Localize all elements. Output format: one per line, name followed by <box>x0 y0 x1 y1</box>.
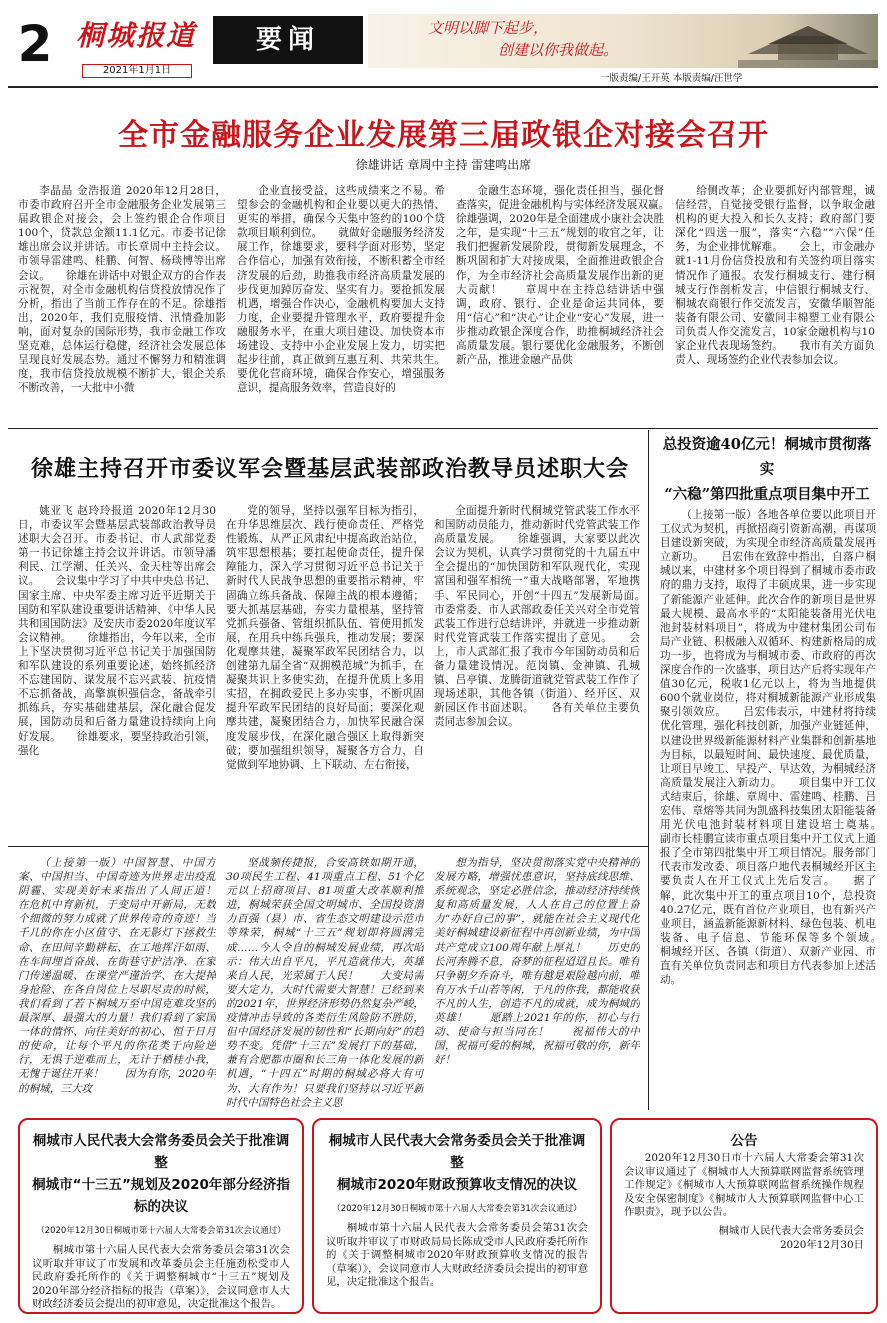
article2-bottom-rule <box>8 846 648 847</box>
article1-column-4: 给侧改革；企业要抓好内部管理，诚信经营，自觉接受银行监督，以争取金融机构的更大投入和长久支持；政府部门要深化“四送一服”，落实“六稳”“六保”任务，为企业排忧解难。 会上，市金融办就1-11月份信贷投放和有关签约项目落实情况作了通报。农发行桐城支行、建行桐城支行作剖析发言，中信银行桐城支行、桐城农商银行作交流发言，安徽华顺智能装备有限公司、安徽同丰棉塑工业有限公司负责人作交流发言，10家金融机构与10家企业代表现场签约。 我市有关方面负责人、现场签约企业代表参加会议。 <box>675 185 875 367</box>
slogan-line-2: 创建以你我做起。 <box>498 41 619 59</box>
article1-column-3: 金融生态环境，强化责任担当，强化督查落实，促进金融机构与实体经济发展双赢。 徐雄强调，2020年是全面建成小康社会决胜之年，是实现“十三五”规划的收官之年，让我们把握新发展阶段，贯彻新发展理念，不断巩固和扩大对接成果，全面推进政银企合作，为全市经济社会高质量发展作出新的更大贡献！ 章周中在主持总结讲话中强调，政府、银行、企业是命运共同体，要用“信心”和“决心”让企业“安心”发展，进一步推动政银企深度合作，助推桐城经济社会高质量发展。银行要优化金融服务，不断创新产品，推进金融产品供 <box>456 185 664 367</box>
article1-column-2: 企业直接受益，这些成绩来之不易。希望参会的金融机构和企业要以更大的热情、更实的举措，确保今天集中签约的100个贷款项目顺利到位。 就做好金融服务经济发展工作，徐雄要求，要科学面对形势，坚定合作信心，加强有效衔接，不断积蓄全市经济发展的后劲，助推我市经济高质量发展的步伐更加踔厉奋发、坚实有力。要抢抓发展机遇，增强合作决心，金融机构要加大支持力度，企业要提升管理水平，政府要提升金融服务水平，在重大项目建设、加快资本市场建设、支持中小企业发展上发力，切实把起步往前，真正做到互惠互利、共荣共生。要优化营商环境，确保合作安心，增强服务意识，提高服务效率，营造良好的 <box>237 185 445 395</box>
right-column-divider <box>648 430 649 1110</box>
article2-headline: 徐雄主持召开市委议军会暨基层武装部政治教导员述职大会 <box>30 456 629 482</box>
notice-c-title: 公告 <box>730 1133 758 1149</box>
notice-c-body: 2020年12月30日市十六届人大常委会第31次会议审议通过了《桐城市人大预算联网监督系统管理工作规定》《桐城市人大预算联网监督系统操作规程及安全保密制度》《桐城市人大预算联网监督中心工作职责》，现予以公告。 <box>624 1152 864 1219</box>
paper-name-logo: 桐城报道 <box>76 19 197 52</box>
article3-headline-line-1: 总投资逾40亿元！桐城市贯彻落实 <box>662 436 872 478</box>
page-number: 2 <box>17 15 53 73</box>
notice-c-date: 2020年12月30日 <box>779 1238 864 1251</box>
notice-b-title-line-2: 桐城市2020年财政预算收支情况的决议 <box>336 1177 578 1193</box>
notice-b-title-line-1: 桐城市人民代表大会常务委员会关于批准调整 <box>328 1133 586 1171</box>
notice-b-body: 桐城市第十六届人民代表大会常务委员会第31次会议听取并审议了市财政局局长陈成受市人民政府委托所作的《关于调整桐城市2020年财政预算收支情况的报告（草案）》，会议同意市人大财政经济委员会提出的初审意见，决定批准这个报告。 <box>326 1222 588 1289</box>
notice-a-body: 桐城市第十六届人民代表大会常务委员会第31次会议听取并审议了市发展和改革委员会主任施劲松受市人民政府委托所作的《关于调整桐城市“十三五”规划及2020年部分经济指标的报告（草案）》，会议同意市人大财政经济委员会提出的初审意见，决定批准这个报告。 <box>32 1244 290 1311</box>
article2-column-3: 全面提升新时代桐城党管武装工作水平和国防动员能力，推动新时代党管武装工作高质量发展。 徐雄强调，大家要以此次会议为契机，认真学习贯彻党的十九届五中全会提出的“加快国防和军队现代化，实现富国和强军相统一”重大战略部署，军地携手、军民同心，开创“十四五”发展新局面。 市委常委、市人武部政委任关兴对全市党管武装工作进行总结讲评，并就进一步推动新时代党管武装工作落实提出了意见。 会上，市人武部汇报了我市今年国防动员和后备力量建设情况。范岗镇、金神镇、孔城镇、吕亭镇、龙腾街道就党管武装工作作了现场述职，其他各镇（街道）、经开区、双新园区作书面述职。 各有关单位主要负责同志参加会议。 <box>434 505 640 729</box>
article3-headline <box>656 432 878 507</box>
notice-a-title-line-1: 桐城市人民代表大会常务委员会关于批准调整 <box>32 1133 290 1171</box>
issue-date: 2021年1月1日 <box>82 64 192 78</box>
slogan-banner <box>368 14 878 68</box>
masthead-rule <box>8 86 878 88</box>
article1-column-1: 李晶晶 金浩报道 2020年12月28日，市委市政府召开全市金融服务企业发展第三届政银企对接会，会上签约银企合作项目100个，贷款总金额11.1亿元。市委书记徐雄出席会议并讲话。市长章周中主持会议。市领导雷建鸣、桂鹏、何智、杨琰博等出席会议。 徐雄在讲话中对银企双方的合作表示祝贺，对全市金融机构信贷投放情况作了分析，指出了当前工作存在的不足。徐雄指出，2020年，我们克服疫情、汛情叠加影响，面对复杂的国际形势，我市金融工作攻坚克难，总体运行稳健，经济社会发展总体呈现良好发展态势。通过不懈努力和精准调度，我市信贷投放规模不断扩大，银企关系不断改善，一大批中小微 <box>18 185 226 395</box>
article4-column-2: 坚战频传捷报，合安高铁如期开通，30项民生工程、41项重点工程、51个亿元以上招商项目、81项重大改革顺利推进，桐城荣获全国文明城市、全国投资潜力百强（县）市、省生态文明建设示范市等殊荣，桐城“十三五”规划即将圆满完成……今人令自的桐城发展业绩，再次昭示：伟大出自平凡，平凡造就伟大，英雄来自人民，光荣属于人民！ 大变局需要大定力，大时代需要大智慧！已经到来的2021年，世界经济形势仍然复杂严峻，疫情冲击导致的各类衍生风险防不胜防，但中国经济发展的韧性和“长期向好”的趋势不变。凭借“十三五”发展打下的基础，兼有合肥都市圈和长三角一体化发展的新机遇，“十四五”时期的桐城必将大有可为、大有作为！只要我们坚持以习近平新时代中国特色社会主义思 <box>226 857 424 1109</box>
notice-budget-resolution <box>312 1118 602 1314</box>
article2-column-1: 姚亚飞 赵玲玲报道 2020年12月30日，市委议军会暨基层武装部政治教导员述职大会召开。市委书记、市人武部党委第一书记徐雄主持会议并讲话。市领导潘利民、江学潮、任关兴、金天柱等出席会议。 会议集中学习了中共中央总书记、国家主席、中央军委主席习近平近期关于国防和军队建设重要讲话精神、《中华人民共和国国防法》及安庆市委2020年度议军会议精神。 徐雄指出，今年以来，全市上下坚决贯彻习近平总书记关于加强国防和军队建设的系列重要论述，始终抓经济不忘建国防、谋发展不忘兴武装、抗疫情不忘抓备战，高擎旗帜强信念，备战牵引抓练兵，夯实基础建基层，深化融合促发展，国防动员和后备力量建设持续向上向好发展。 徐雄要求，要坚持政治引领，强化 <box>18 505 216 757</box>
notice-announcement <box>610 1118 878 1314</box>
article1-bottom-rule <box>8 428 878 429</box>
article4-column-1: （上接第一版）中国智慧、中国方案、中国担当、中国奇迹为世界走出疫乱阴霾、实现美好未来指出了人间正道！ 在危机中育新机，于变局中开新局，无数个细微的努力成就了世界传奇的奇迹！当千几的你在小区值守、在无影灯下拯救生命、在田间辛勤耕耘、在工地挥汗如雨、在车间埋首奋战、在街巷守护洁净、在家门传递温暖、在课堂严谨治学、在大提掉身抢险、在各自岗位上尽职尽责的时候，我们看到了若下桐城万至中国克难攻坚的最深厚、最强大的力量！我们看到了家国一体的情怀、向往美好的初心、恒于日月的使命，让每个平凡的你花类于向险逆行，无惧于逆难而上，无计于栖桂小我，无愧于诞往开来！ 因为有你，2020年的桐城，三大攻 <box>18 857 216 1095</box>
notice-b-subtitle: （2020年12月30日桐城市第十六届人大常委会第31次会议通过） <box>332 1204 582 1214</box>
article3-body: （上接第一版）各地各单位要以此项目开工仪式为契机，再掀招商引资新高潮，再谋项目建设新突破，为实现全市经济高质量发展再立新功。 吕宏伟在致辞中指出，自落户桐城以来，中建材多个项目得到了桐城市委市政府的鼎力支持，取得了丰硕成果，进一步实现了新能源产业延伸。此次合作的新项目是世界最大规模、最高水平的“太阳能装备用光伏电池封装材料项目”，将成为中建材集团公司布局产业链、积极融入双循环、构建新格局的成功一步，也将成为与桐城市委、市政府的再次深度合作的一次盛事，项目达产后将实现年产值30亿元，税收1亿元以上，将为当地提供600个就业岗位，将对桐城新能源产业形成集聚引领效应。 吕宏伟表示，中建材将持续优化管理，强化科技创新，加强产业链延伸，以建设世界级新能源材料产业集群和创新基地为目标，以最短时间、最快速度、最优质量，让项目早竣工、早投产、早达效，为桐城经济高质量发展注入新动力。 项目集中开工仪式结束后，徐雄、章周中、雷建鸣、桂鹏、吕宏伟、章熔等共同为凯盛科技集团太阳能装备用光伏电池封装材料项目建设培土奠基。 副市长桂鹏宣读市重点项目集中开工仪式上通报了全市第四批集中开工项目情况。服务部门代表市发改委、项目落户地代表桐城经开区主要负责人在开工仪式上先后发言。 据了解，此次集中开工的重点项目10个，总投资40.27亿元，既有首位产业项目，也有新兴产业项目，涵盖新能源新材料、绿色包装、机电装备、电子信息、节能环保等多个领域。 桐城经开区、各镇（街道）、双新产业园、市直有关单位负责同志和项目方代表参加上述活动。 <box>660 509 876 987</box>
editors-credit: 一版责编/王开英 本版责编/汪世学 <box>600 73 743 84</box>
article1-headline: 全市金融服务企业发展第三届政银企对接会召开 <box>118 118 769 153</box>
article3-headline-line-2: “六稳”第四批重点项目集中开工 <box>664 486 870 503</box>
article2-column-2: 党的领导，坚持以强军目标为指引，在升华思维层次、践行使命责任、严格党性锻炼、从严正风肃纪中提高政治站位，筑牢思想根基；要扛起使命责任，提升保障能力，深入学习贯彻习近平总书记关于新时代人民战争思想的重要指示精神，牢固确立练兵备战、保障主战的根本遵循；要大抓基层基础，夯实力量根基，坚持管党抓兵强备、管组织抓队伍、管使用抓发展，在用兵中练兵强兵，推动发展；要深化观摩共建，凝聚军政军民团结合力，以创建第九届全省“双拥模范城”为抓手，在凝聚共识上多使实劲，在提升优质上多用实招，在拥政爱民上多办实事，不断巩固提升军政军民团结的良好局面；要深化观摩共建，凝聚团结合力，加快军民融合深度发展步伐，在深化融合强区上取得新突破；要加强组织领导，凝聚各方合力，自觉做到军地协调、上下联动、左右衔接， <box>226 505 424 771</box>
article4-column-3: 想为指导，坚决贯彻落实党中央精神的发展方略，增强忧患意识，坚持底线思维、系统观念，坚定必胜信念，推动经济持续恢复和高质量发展，人人在自己的位置上奋力“办好自己的事”，就能在社会主义现代化美好桐城建设新征程中再创新业绩，为中国共产党成立100周年献上厚礼！ 历史的长河奔腾不息，奋梦的征程迢迢且长。唯有只争朝夕乔奋斗，唯有越是艰险越向前，唯有万水千山若等闲，于凡的你我，都能收获不凡的人生，创造不凡的成就，成为桐城的英雄！ 愿踏上2021年的你，初心与行动、使命与担当同在！ 祝福伟大的中国，祝福可爱的桐城，祝福可敬的你，新年好！ <box>434 857 640 1067</box>
pavilion-illustration <box>738 14 878 68</box>
notice-a-title-line-2: 桐城市“十三五”规划及2020年部分经济指标的决议 <box>32 1177 290 1215</box>
notice-c-signer: 桐城市人民代表大会常务委员会 <box>718 1224 864 1237</box>
article1-subline: 徐雄讲话 章周中主持 雷建鸣出席 <box>355 158 532 172</box>
notice-plan-resolution <box>18 1118 304 1314</box>
section-title: 要闻 <box>213 16 363 64</box>
notice-a-subtitle: （2020年12月30日桐城市第十六届人大常委会第31次会议通过） <box>36 1226 286 1236</box>
slogan-line-1: 文明以脚下起步， <box>428 19 549 37</box>
